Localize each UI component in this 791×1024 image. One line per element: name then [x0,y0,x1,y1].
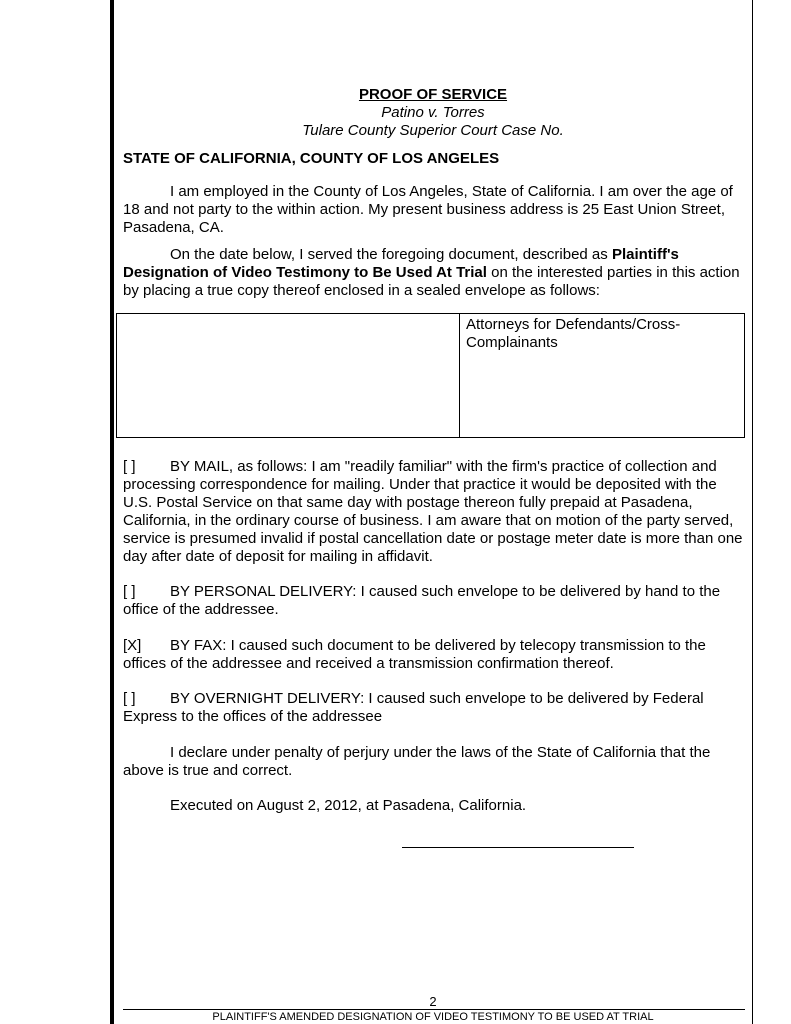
service-intro-post: on the interested parties in this action by placing a true copy thereof enclosed in a sealed envelope as follows: [123,264,740,299]
option-by-mail [123,458,743,566]
service-paragraph [123,246,743,300]
option-personal-delivery [123,583,743,619]
service-table-divider [459,314,460,437]
service-intro-pre: On the date below, I served the foregoing document, described as [170,246,612,263]
footer-rule [123,1009,745,1010]
page-number: 2 [429,994,437,1009]
venue-heading: STATE OF CALIFORNIA, COUNTY OF LOS ANGELES [123,150,500,167]
executed-line: Executed on August 2, 2012, at Pasadena, California. [170,797,527,814]
checkbox-mark: [ ] [123,690,136,707]
employment-paragraph: I am employed in the County of Los Angeles, State of California. I am over the age of 18 and not party to the within action. My present business address is 25 East Union Street, Pasadena, CA. [123,183,733,236]
left-margin-rule [110,0,114,1024]
service-table-right-cell: Attorneys for Defendants/Cross-Complainants [466,316,681,351]
option-by-fax [123,637,743,673]
declaration-paragraph: I declare under penalty of perjury under the laws of the State of California that the above is true and correct. [123,744,711,779]
checkbox-mark: [ ] [123,583,136,600]
served-document-name: Plaintiff's Designation of Video Testimony to Be Used At Trial [123,246,679,281]
case-name: Patino v. Torres [381,104,485,121]
checkbox-mark: [ ] [123,458,136,475]
service-list-table [116,313,745,438]
option-text: BY PERSONAL DELIVERY: I caused such envelope to be delivered by hand to the office of the addressee. [123,583,721,618]
footer-caption: PLAINTIFF'S AMENDED DESIGNATION OF VIDEO TESTIMONY TO BE USED AT TRIAL [212,1011,654,1023]
checkbox-mark: [X] [123,637,142,654]
option-text: BY MAIL, as follows: I am "readily familiar" with the firm's practice of collection and processing correspondence for mailing. Under that practice it would be deposited with the U.S. Postal Service on that same day with postage thereon fully prepaid at Pasadena, California, in the ordinary course of business. I am aware that on motion of the party served, service is presumed invalid if postal cancellation date or postage meter date is more than one day after date of deposit for mailing in affidavit. [123,458,743,565]
right-margin-rule [752,0,753,1024]
court-line: Tulare County Superior Court Case No. [302,122,564,139]
option-text: BY FAX: I caused such document to be delivered by telecopy transmission to the offices of the addressee and received a transmission confirmation thereof. [123,637,706,672]
signature-line [402,847,634,848]
option-text: BY OVERNIGHT DELIVERY: I caused such envelope to be delivered by Federal Express to the offices of the addressee [123,690,704,725]
option-overnight-delivery [123,690,743,726]
document-title: PROOF OF SERVICE [358,86,508,103]
